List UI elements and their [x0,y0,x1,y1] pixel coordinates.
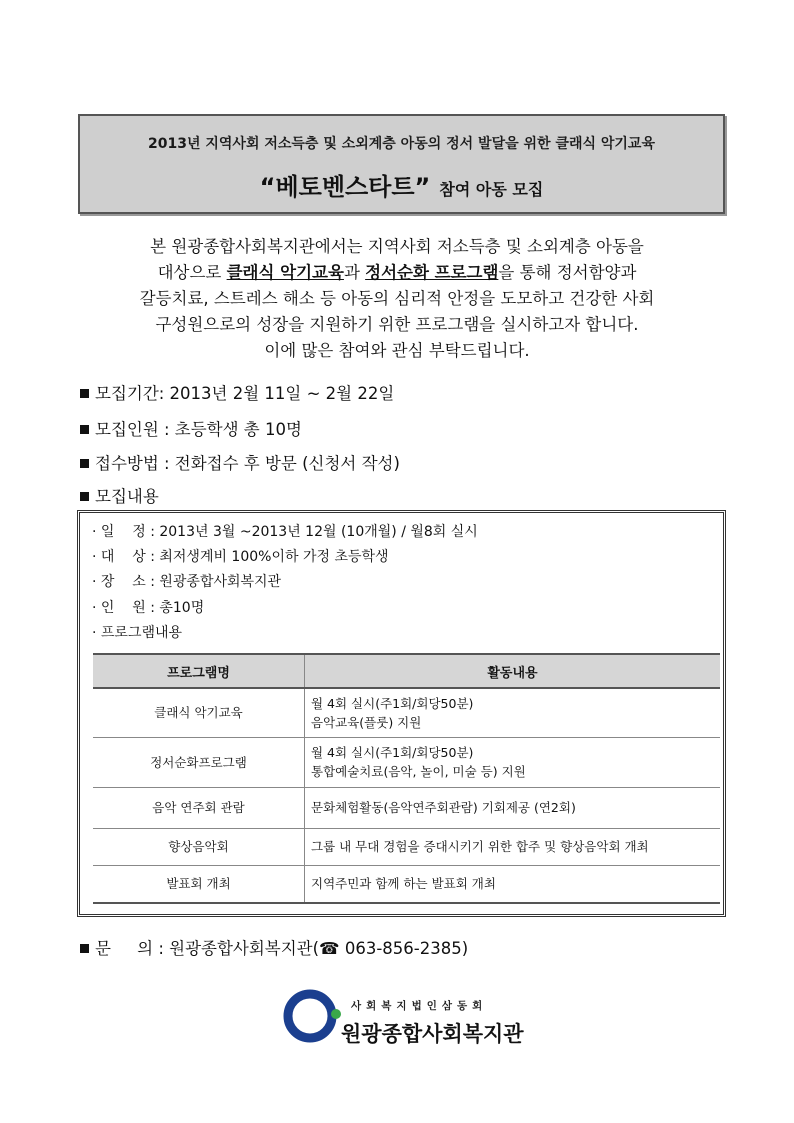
square-bullet-icon [80,389,89,398]
activity-cell: 지역주민과 함께 하는 발표회 개최 [305,865,721,903]
phone-icon: ☎ [319,939,340,958]
square-bullet-icon [80,459,89,468]
intro-text: 대상으로 [157,263,227,282]
activity-line: 통합예술치료(음악, 놀이, 미술 등) 지원 [311,764,526,779]
table-header-row [93,654,720,688]
contact-line [80,935,468,959]
square-bullet-icon [80,492,89,501]
phone-number: 063-856-2385) [339,939,469,958]
program-table [93,653,720,904]
bullet-text: 접수방법 : 전화접수 후 방문 (신청서 작성) [95,454,400,473]
program-name-cell: 향상음악회 [93,828,305,865]
column-header: 활동내용 [305,654,721,688]
intro-line: 갈등치료, 스트레스 해소 등 아동의 심리적 안정을 도모하고 건강한 사회 [139,289,655,308]
content-box [77,510,726,917]
intro-text: 과 [343,263,366,282]
intro-paragraph [60,234,734,364]
detail-people: · 인 원 : 총10명 [92,600,205,616]
bullet-text: 모집내용 [95,487,159,506]
title-subheading: 2013년 지역사회 저소득층 및 소외계층 아동의 정서 발달을 위한 클래식 악기교육 [148,136,655,152]
bullet-count [80,416,302,440]
bullet-text: 모집인원 : 초등학생 총 10명 [95,420,302,439]
title-box [78,114,725,214]
intro-line: 구성원으로의 성장을 지원하기 위한 프로그램을 실시하고자 합니다. [155,315,639,334]
activity-cell [305,688,721,737]
logo-ring-icon [283,988,343,1046]
detail-target: · 대 상 : 최저생계비 100%이하 가정 초등학생 [92,549,389,565]
square-bullet-icon [80,425,89,434]
highlight-classic: 클래식 악기교육 [226,263,344,282]
column-header: 프로그램명 [93,654,305,688]
recruit-label: 참여 아동 모집 [439,180,544,199]
highlight-program: 정서순화 프로그램 [365,263,499,282]
intro-text: 을 통해 정서함양과 [498,263,637,282]
program-name-cell: 발표회 개최 [93,865,305,903]
intro-line [60,260,734,286]
activity-cell: 문화체험활동(음악연주회관람) 기회제공 (연2회) [305,787,721,828]
activity-cell: 그룹 내 무대 경험을 증대시키기 위한 합주 및 향상음악회 개최 [305,828,721,865]
bullet-text: 모집기간: 2013년 2월 11일 ~ 2월 22일 [95,384,395,403]
activity-cell [305,737,721,787]
activity-line: 월 4회 실시(주1회/회당50분) [311,695,474,711]
activity-line: 음악교육(플룻) 지원 [311,714,422,730]
intro-line: 이에 많은 참여와 관심 부탁드립니다. [264,341,530,360]
detail-place: · 장 소 : 원광종합사회복지관 [92,574,282,590]
program-name-cell: 정서순화프로그램 [93,737,305,787]
program-name-cell: 클래식 악기교육 [93,688,305,737]
logo-org-name: 사회복지법인삼동회 [351,1000,488,1012]
program-name-cell: 음악 연주회 관람 [93,787,305,828]
table-row [93,688,720,737]
table-row [93,737,720,787]
square-bullet-icon [80,944,89,953]
activity-line: 월 4회 실시(주1회/회당50분) [311,745,474,760]
org-logo [283,988,533,1048]
detail-program: · 프로그램내용 [92,625,183,641]
logo-welfare-center: 원광종합사회복지관 [341,1022,524,1046]
table-row [93,828,720,865]
detail-schedule: · 일 정 : 2013년 3월 ~2013년 12월 (10개월) / 월8회 실시 [92,524,478,540]
bullet-method [80,450,400,474]
bullet-content [80,483,159,507]
bullet-period [80,380,394,404]
contact-label: 문 의 : 원광종합사회복지관( [95,939,320,958]
table-row [93,865,720,903]
title-heading [80,167,723,202]
program-name: “베토벤스타트” [259,173,431,201]
table-row [93,787,720,828]
intro-line: 본 원광종합사회복지관에서는 지역사회 저소득층 및 소외계층 아동을 [150,237,644,256]
